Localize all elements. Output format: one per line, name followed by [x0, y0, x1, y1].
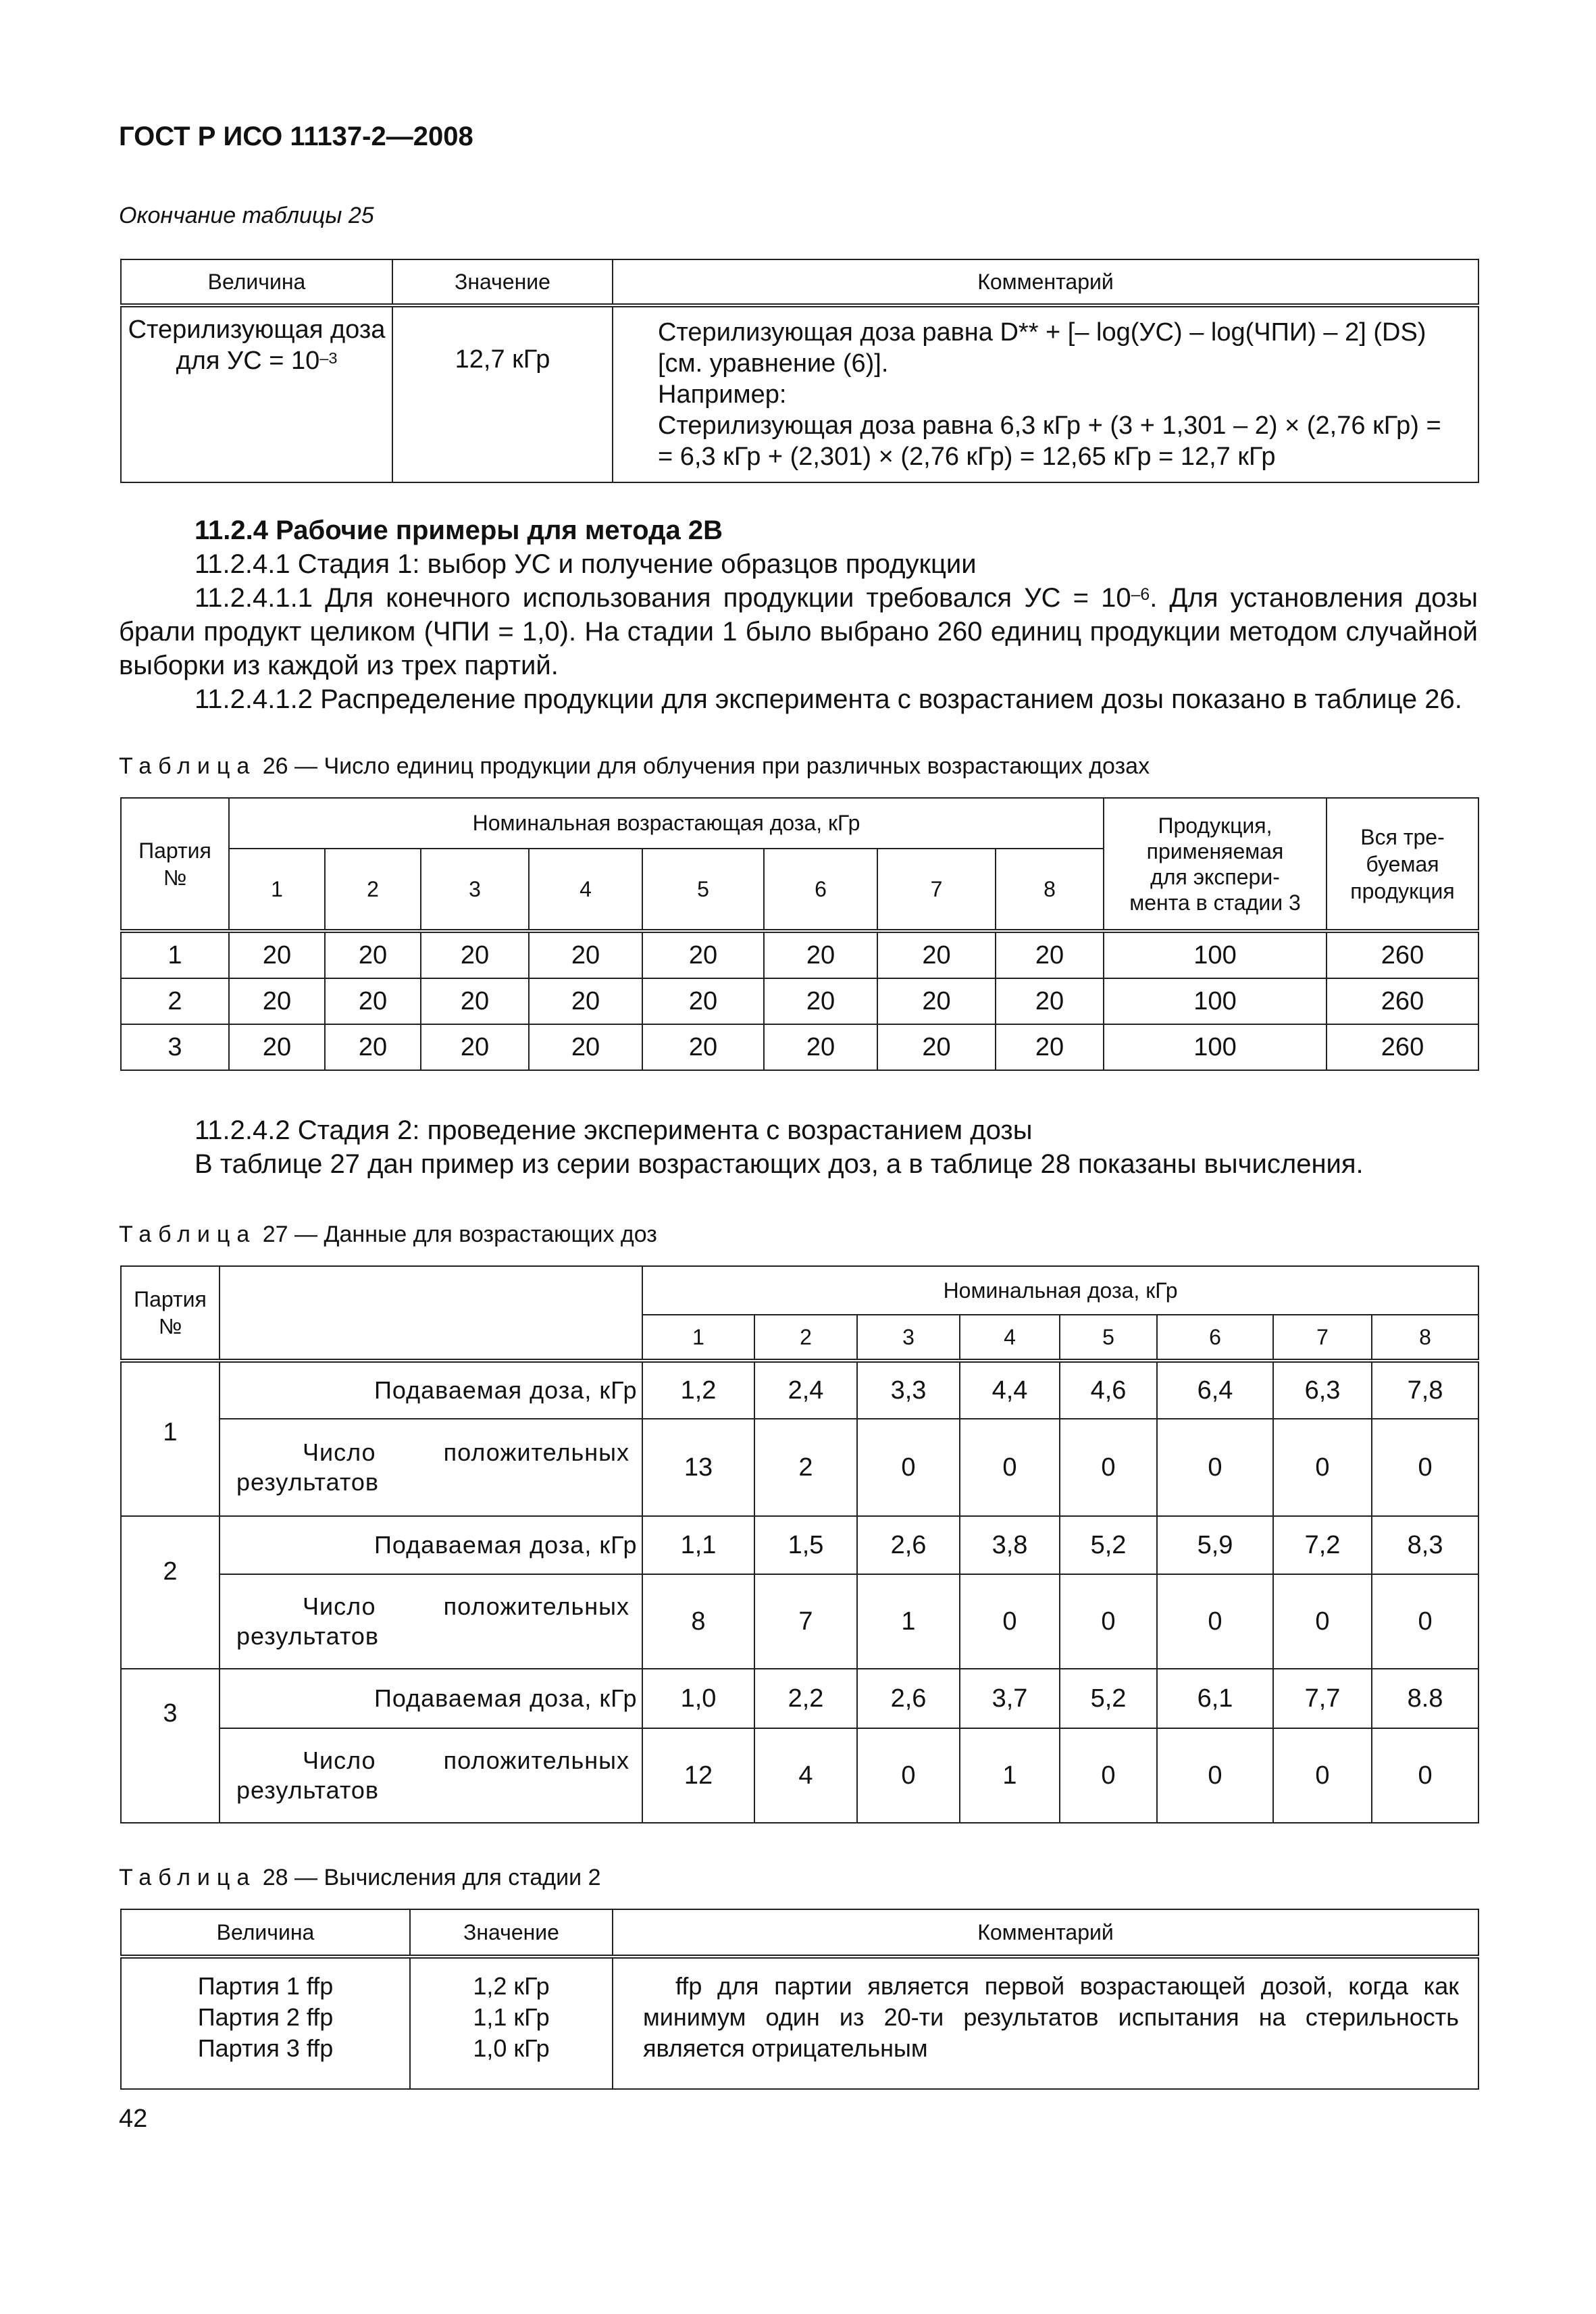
- table-row: [121, 1419, 1478, 1516]
- table-cell: 1,0: [642, 1669, 754, 1728]
- row-label: [220, 1574, 642, 1669]
- quantity-name-line: [126, 345, 388, 376]
- table-cell: 1,1: [642, 1516, 754, 1574]
- value-line: 1,2 кГр: [473, 1972, 550, 2000]
- dose-column-header: 8: [1372, 1315, 1478, 1361]
- header-line: №: [163, 865, 187, 890]
- dose-group-header: Номинальная возрастающая доза, кГр: [229, 798, 1104, 849]
- header-line: мента в стадии 3: [1129, 890, 1301, 915]
- table-cell: 0: [960, 1574, 1060, 1669]
- header-line: Партия: [138, 838, 211, 863]
- total-column-header: [1327, 798, 1478, 931]
- table-cell: 20: [764, 978, 877, 1024]
- table-cell: 5,2: [1060, 1516, 1157, 1574]
- value-cell: [392, 305, 613, 482]
- row-label-text: Число положительных результатов: [236, 1438, 629, 1496]
- table-cell: 2,2: [754, 1669, 857, 1728]
- table-cell: 100: [1104, 1024, 1327, 1070]
- caption-word: Таблица: [119, 1865, 257, 1890]
- table27-caption: [119, 1222, 657, 1248]
- header-line: Вся тре-: [1360, 824, 1445, 849]
- dose-column-header: 5: [642, 849, 764, 931]
- table-cell: 0: [960, 1419, 1060, 1516]
- table-cell: 7,8: [1372, 1361, 1478, 1419]
- exponent: –6: [1131, 586, 1150, 604]
- caption-text: 27 — Данные для возрастающих доз: [262, 1222, 657, 1247]
- value-text: 12,7 кГр: [455, 345, 550, 374]
- table25-continuation-caption: Окончание таблицы 25: [119, 203, 374, 228]
- table-row: [121, 1728, 1478, 1823]
- table-cell: 20: [529, 978, 642, 1024]
- table-cell: 20: [325, 978, 421, 1024]
- header-line: применяемая: [1146, 838, 1284, 863]
- dose-column-header: 1: [229, 849, 325, 931]
- column-header: Величина: [121, 259, 392, 305]
- header-line: Партия: [134, 1287, 207, 1311]
- table-cell: 5,9: [1157, 1516, 1273, 1574]
- dose-column-header: 1: [642, 1315, 754, 1361]
- paragraph: 11.2.4.1 Стадия 1: выбор УС и получение образцов продукции: [195, 549, 977, 579]
- dose-column-header: 2: [325, 849, 421, 931]
- batch-number-cell: 2: [121, 1516, 220, 1669]
- row-label-text: Число положительных результатов: [236, 1746, 629, 1804]
- paragraph-text: 11.2.4.1.1 Для конечного использования продукции требовался УС = 10: [195, 583, 1131, 613]
- table-cell: 20: [642, 978, 764, 1024]
- table-cell: 20: [877, 1024, 996, 1070]
- paragraph: 11.2.4.1.2 Распределение продукции для эксперимента с возрастанием дозы показано в таблице 26.: [195, 684, 1462, 714]
- table-cell: 0: [857, 1728, 960, 1823]
- table-row: [121, 1669, 1478, 1728]
- paragraph: В таблице 27 дан пример из серии возрастающих доз, а в таблице 28 показаны вычисления.: [195, 1149, 1364, 1179]
- table-cell: 20: [529, 1024, 642, 1070]
- table-cell: 20: [642, 1024, 764, 1070]
- paragraph: [119, 581, 1478, 682]
- table-cell: 100: [1104, 931, 1327, 978]
- dose-column-header: 5: [1060, 1315, 1157, 1361]
- table-cell: 20: [529, 931, 642, 978]
- table-cell: 1: [960, 1728, 1060, 1823]
- table-cell: 20: [421, 1024, 529, 1070]
- table-cell: 3,7: [960, 1669, 1060, 1728]
- paragraph-text: . Для установления дозы брали продукт целиком (ЧПИ = 1,0). На стадии 1 было выбрано 260 единиц продукции методом случайной выборки из каждой из трех партий.: [119, 583, 1478, 680]
- dose-column-header: 6: [1157, 1315, 1273, 1361]
- table-cell: 20: [764, 931, 877, 978]
- quantity-name-line: Партия 1 ffp: [197, 1972, 334, 2000]
- caption-word: Таблица: [119, 753, 257, 779]
- table-cell: 1: [857, 1574, 960, 1669]
- table-cell: 2,6: [857, 1669, 960, 1728]
- table-cell: 12: [642, 1728, 754, 1823]
- batch-column-header: [121, 798, 229, 931]
- column-header: Величина: [121, 1909, 410, 1957]
- comment-line: Стерилизующая доза равна D** + [– log(УС) – log(ЧПИ) – 2] (DS): [658, 318, 1426, 347]
- table-cell: 100: [1104, 978, 1327, 1024]
- row-label: [220, 1728, 642, 1823]
- table-row: [121, 931, 1478, 978]
- quantity-name-line: Стерилизующая доза: [128, 316, 386, 344]
- table-cell: 0: [1372, 1574, 1478, 1669]
- column-header: Комментарий: [613, 259, 1478, 305]
- caption-text: 28 — Вычисления для стадии 2: [262, 1865, 601, 1890]
- table-cell: 20: [764, 1024, 877, 1070]
- table-cell: 20: [996, 1024, 1104, 1070]
- comment-line: [см. уравнение (6)].: [658, 349, 889, 378]
- table-cell: 0: [1372, 1728, 1478, 1823]
- table-cell: 0: [1157, 1574, 1273, 1669]
- batch-column-header: [121, 1266, 220, 1361]
- batch-number-cell: 3: [121, 1669, 220, 1823]
- stage3-column-header: [1104, 798, 1327, 931]
- table-cell: 8.8: [1372, 1669, 1478, 1728]
- dose-column-header: 3: [421, 849, 529, 931]
- table-cell: 260: [1327, 931, 1478, 978]
- value-line: 1,1 кГр: [473, 2003, 550, 2031]
- caption-text: 26 — Число единиц продукции для облучения при различных возрастающих дозах: [262, 753, 1150, 779]
- table-cell: 20: [325, 1024, 421, 1070]
- table-row: [121, 978, 1478, 1024]
- comment-line: = 6,3 кГр + (2,301) × (2,76 кГр) = 12,65 кГр = 12,7 кГр: [658, 443, 1276, 471]
- table-cell: 0: [1273, 1728, 1372, 1823]
- table-cell: 13: [642, 1419, 754, 1516]
- table-cell: 260: [1327, 978, 1478, 1024]
- table-cell: 1,5: [754, 1516, 857, 1574]
- quantity-base: для УС = 10: [176, 347, 320, 375]
- dose-column-header: 7: [1273, 1315, 1372, 1361]
- table-cell: 20: [421, 931, 529, 978]
- table-row: [121, 1574, 1478, 1669]
- dose-group-header: Номинальная доза, кГр: [642, 1266, 1478, 1315]
- header-line: продукция: [1350, 878, 1455, 903]
- table-cell: 20: [877, 931, 996, 978]
- quantity-name-line: Партия 2 ffp: [197, 2003, 334, 2031]
- table-cell: 0: [1060, 1419, 1157, 1516]
- table-cell: 0: [1060, 1574, 1157, 1669]
- table-cell: 20: [642, 931, 764, 978]
- table-row: [121, 1516, 1478, 1574]
- table-cell: 2: [121, 978, 229, 1024]
- dose-column-header: 3: [857, 1315, 960, 1361]
- dose-column-header: 8: [996, 849, 1104, 931]
- table-cell: 7,7: [1273, 1669, 1372, 1728]
- caption-word: Таблица: [119, 1222, 257, 1247]
- table-cell: 0: [1273, 1574, 1372, 1669]
- table-cell: 7,2: [1273, 1516, 1372, 1574]
- column-header: Значение: [392, 259, 613, 305]
- table-cell: 20: [421, 978, 529, 1024]
- table-cell: 1: [121, 931, 229, 978]
- value-line: 1,0 кГр: [473, 2034, 550, 2062]
- table-cell: 4,6: [1060, 1361, 1157, 1419]
- table-cell: 0: [1372, 1419, 1478, 1516]
- dose-column-header: 7: [877, 849, 996, 931]
- table-cell: 2: [754, 1419, 857, 1516]
- dose-column-header: 6: [764, 849, 877, 931]
- comment-cell: [613, 1957, 1478, 2089]
- table-cell: 6,1: [1157, 1669, 1273, 1728]
- table-cell: 20: [877, 978, 996, 1024]
- table-27: [120, 1265, 1479, 1823]
- table-row: [121, 1024, 1478, 1070]
- column-header: Значение: [410, 1909, 613, 1957]
- table-cell: 0: [1273, 1419, 1372, 1516]
- table-28: [120, 1909, 1479, 2090]
- comment-text: ffp для партии является первой возрастающей дозой, когда как минимум один из 20-ти результатов испытания на стерильность является отрицательным: [643, 1972, 1459, 2062]
- table-cell: 20: [229, 1024, 325, 1070]
- table-cell: 1,2: [642, 1361, 754, 1419]
- table-cell: 6,3: [1273, 1361, 1372, 1419]
- table-cell: 20: [996, 931, 1104, 978]
- row-label: Подаваемая доза, кГр: [220, 1361, 642, 1419]
- comment-line: Стерилизующая доза равна 6,3 кГр + (3 + 1,301 – 2) × (2,76 кГр) =: [658, 411, 1441, 440]
- dose-column-header: 4: [960, 1315, 1060, 1361]
- batch-number-cell: 1: [121, 1361, 220, 1516]
- table-cell: 3,3: [857, 1361, 960, 1419]
- table-cell: 0: [1157, 1728, 1273, 1823]
- table-cell: 20: [996, 978, 1104, 1024]
- column-header: Комментарий: [613, 1909, 1478, 1957]
- quantity-name-line: Партия 3 ffp: [197, 2034, 334, 2062]
- section-heading: 11.2.4 Рабочие примеры для метода 2В: [195, 515, 723, 545]
- document-header: ГОСТ Р ИСО 11137-2—2008: [119, 122, 473, 151]
- exponent: –3: [319, 349, 338, 367]
- header-line: Продукция,: [1158, 813, 1272, 838]
- row-label: Подаваемая доза, кГр: [220, 1669, 642, 1728]
- header-line: №: [158, 1314, 182, 1338]
- table26-body: [121, 931, 1478, 1070]
- table-cell: 8: [642, 1574, 754, 1669]
- value-cell: [410, 1957, 613, 2089]
- quantity-cell: [121, 1957, 410, 2089]
- table-cell: 6,4: [1157, 1361, 1273, 1419]
- table-cell: 3,8: [960, 1516, 1060, 1574]
- paragraph: 11.2.4.2 Стадия 2: проведение эксперимента с возрастанием дозы: [195, 1115, 1033, 1145]
- table-cell: 20: [229, 978, 325, 1024]
- table-26: [120, 797, 1479, 1071]
- table-cell: 20: [229, 931, 325, 978]
- table-cell: 20: [325, 931, 421, 978]
- table-cell: 0: [1157, 1419, 1273, 1516]
- dose-column-header: 4: [529, 849, 642, 931]
- header-line: буемая: [1366, 851, 1439, 876]
- table-cell: 3: [121, 1024, 229, 1070]
- table-cell: 2,6: [857, 1516, 960, 1574]
- table28-caption: [119, 1865, 601, 1891]
- comment-line: Например:: [658, 380, 787, 409]
- label-column-header: [220, 1266, 642, 1361]
- row-label-text: Число положительных результатов: [236, 1592, 629, 1650]
- table26-caption: [119, 753, 1150, 780]
- table-cell: 2,4: [754, 1361, 857, 1419]
- table-cell: 8,3: [1372, 1516, 1478, 1574]
- header-line: для экспери-: [1150, 864, 1280, 889]
- dose-column-header: 2: [754, 1315, 857, 1361]
- page-number: 42: [119, 2105, 148, 2133]
- comment-cell: [613, 305, 1478, 482]
- table-cell: 7: [754, 1574, 857, 1669]
- table-cell: 0: [857, 1419, 960, 1516]
- table-cell: 260: [1327, 1024, 1478, 1070]
- row-label: [220, 1419, 642, 1516]
- table-cell: 0: [1060, 1728, 1157, 1823]
- quantity-cell: [121, 305, 392, 482]
- table-cell: 5,2: [1060, 1669, 1157, 1728]
- table-row: [121, 1361, 1478, 1419]
- table-cell: 4,4: [960, 1361, 1060, 1419]
- table-25-end: [120, 259, 1479, 483]
- table-cell: 4: [754, 1728, 857, 1823]
- row-label: Подаваемая доза, кГр: [220, 1516, 642, 1574]
